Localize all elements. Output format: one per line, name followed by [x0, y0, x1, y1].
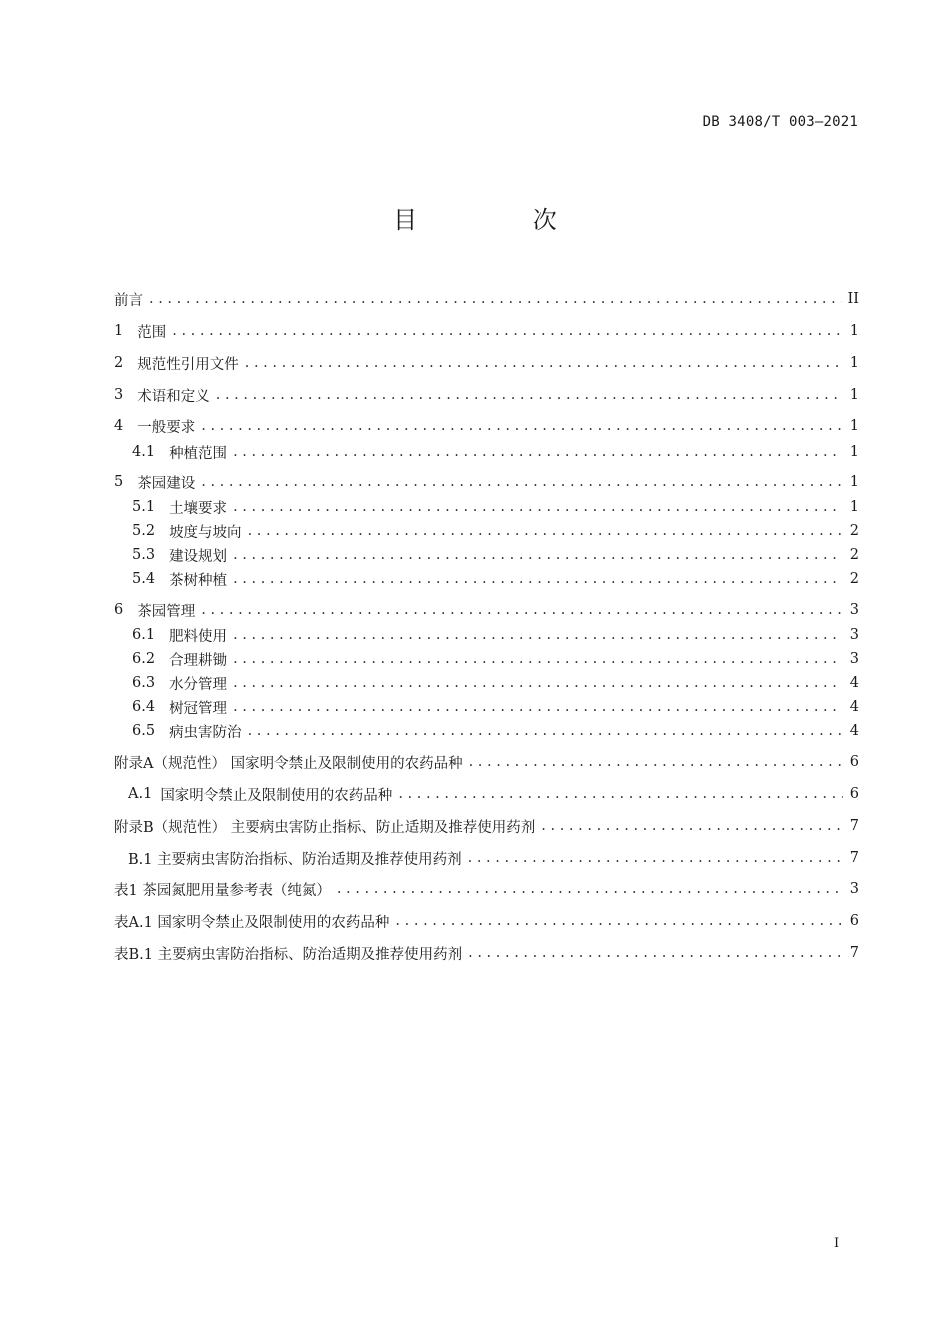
toc-entry-page: 4: [849, 723, 859, 739]
toc-leader: [216, 383, 843, 407]
toc-entry-appendix-b[interactable]: [114, 814, 859, 838]
toc-entry-label: 附录B（规范性） 主要病虫害防止指标、防止适期及推荐使用药剂: [114, 819, 536, 836]
toc-entry-5-1[interactable]: [114, 495, 859, 519]
toc-leader: [248, 719, 843, 743]
toc-entry-page: 1: [849, 444, 859, 460]
toc-entry-label: 表A.1 国家明令禁止及限制使用的农药品种: [114, 914, 390, 931]
toc-entry-number: 2: [114, 355, 124, 371]
toc-entry-label: 茶园建设: [137, 475, 196, 492]
toc-entry-6-5[interactable]: [114, 719, 859, 743]
toc-entry-6-3[interactable]: [114, 671, 859, 695]
toc-entry-label: 肥料使用: [169, 628, 228, 645]
toc-title: 目 次: [393, 206, 611, 234]
document-code: DB 3408/T 003—2021: [702, 114, 858, 130]
toc-entry-label: 规范性引用文件: [137, 356, 239, 373]
toc-entry-appendix-a[interactable]: [114, 750, 859, 774]
toc-entry-page: 3: [849, 602, 859, 618]
toc-entry-label: 国家明令禁止及限制使用的农药品种: [160, 787, 393, 804]
toc-entry-page: 1: [849, 387, 859, 403]
toc-leader: [233, 495, 843, 519]
toc-entry-a-1[interactable]: [114, 782, 859, 806]
toc-entry-page: 1: [849, 355, 859, 371]
toc-entry-label: 术语和定义: [137, 388, 210, 405]
toc-entry-4[interactable]: [114, 414, 859, 438]
toc-entry-page: 6: [849, 754, 859, 770]
toc-entry-label: 一般要求: [137, 419, 196, 436]
toc-entry-6-2[interactable]: [114, 647, 859, 671]
toc-entry-label: 合理耕锄: [169, 652, 228, 669]
toc-entry-number: 6.5: [132, 723, 156, 739]
toc-leader: [201, 414, 843, 438]
toc-entry-5-4[interactable]: [114, 567, 859, 591]
toc-leader: [233, 695, 843, 719]
toc-leader: [233, 623, 843, 647]
toc-entry-6-4[interactable]: [114, 695, 859, 719]
toc-leader: [337, 877, 843, 901]
toc-entry-label: 前言: [114, 292, 143, 309]
toc-leader: [469, 750, 843, 774]
toc-entry-5-2[interactable]: [114, 519, 859, 543]
toc-entry-1[interactable]: [114, 319, 859, 343]
toc-entry-number: 6.2: [132, 651, 156, 667]
toc-entry-page: 1: [849, 499, 859, 515]
toc-entry-page: 1: [849, 418, 859, 434]
toc-entry-label: 坡度与坡向: [169, 524, 242, 541]
toc-entry-table-1[interactable]: [114, 877, 859, 901]
toc-entry-number: A.1: [128, 786, 153, 802]
toc-entry-number: 4.1: [132, 444, 156, 460]
toc-entry-page: 7: [849, 818, 859, 834]
toc-leader: [233, 671, 843, 695]
toc-entry-2[interactable]: [114, 351, 859, 375]
toc-leader: [468, 846, 843, 870]
toc-leader: [233, 647, 843, 671]
toc-entry-label: B.1 主要病虫害防治指标、防治适期及推荐使用药剂: [128, 851, 462, 868]
toc-leader: [233, 543, 843, 567]
toc-entry-page: 2: [849, 571, 859, 587]
toc-entry-number: 5.1: [132, 499, 156, 515]
toc-entry-number: 6.4: [132, 699, 156, 715]
toc-entry-label: 建设规划: [169, 548, 228, 565]
toc-leader: [468, 941, 843, 965]
toc-entry-6-1[interactable]: [114, 623, 859, 647]
toc-entry-page: 3: [849, 651, 859, 667]
toc-entry-number: 6.1: [132, 627, 156, 643]
toc-entry-page: II: [847, 291, 859, 307]
toc-entry-label: 种植范围: [169, 445, 228, 462]
toc-entry-table-a-1[interactable]: [114, 909, 859, 933]
toc-entry-number: 4: [114, 418, 124, 434]
toc-entry-label: 附录A（规范性） 国家明令禁止及限制使用的农药品种: [114, 755, 463, 772]
toc-leader: [248, 519, 843, 543]
toc-entry-page: 3: [849, 881, 859, 897]
toc-entry-page: 3: [849, 627, 859, 643]
toc-leader: [541, 814, 843, 838]
toc-entry-page: 4: [849, 675, 859, 691]
toc-entry-label: 表1 茶园氮肥用量参考表（纯氮）: [114, 882, 331, 899]
toc-entry-number: 3: [114, 387, 124, 403]
toc-entry-page: 7: [849, 850, 859, 866]
toc-entry-page: 1: [849, 323, 859, 339]
toc-leader: [395, 909, 843, 933]
toc-leader: [149, 287, 842, 311]
toc-leader: [233, 440, 843, 464]
toc-entry-label: 范围: [137, 324, 167, 341]
toc-entry-page: 2: [849, 523, 859, 539]
toc-entry-label: 水分管理: [169, 676, 228, 693]
toc-leader: [201, 598, 843, 622]
toc-entry-table-b-1[interactable]: [114, 941, 859, 965]
toc-entry-number: 6.3: [132, 675, 156, 691]
toc-entry-number: 5.4: [132, 571, 156, 587]
toc-entry-4-1[interactable]: [114, 440, 859, 464]
toc-entry-number: 6: [114, 602, 124, 618]
page-number: I: [834, 1236, 840, 1251]
toc-leader: [245, 351, 843, 375]
toc-entry-number: 5.3: [132, 547, 156, 563]
toc-entry-number: 5: [114, 474, 124, 490]
toc-entry-5[interactable]: [114, 470, 859, 494]
toc-entry-page: 6: [849, 913, 859, 929]
toc-entry-page: 4: [849, 699, 859, 715]
toc-entry-5-3[interactable]: [114, 543, 859, 567]
toc-entry-3[interactable]: [114, 383, 859, 407]
toc-leader: [172, 319, 843, 343]
toc-entry-label: 土壤要求: [169, 500, 228, 517]
toc-leader: [201, 470, 843, 494]
toc-entry-label: 树冠管理: [169, 700, 228, 717]
toc-entry-label: 茶树种植: [169, 572, 228, 589]
toc-leader: [233, 567, 843, 591]
toc-entry-6[interactable]: [114, 598, 859, 622]
toc-entry-page: 7: [849, 945, 859, 961]
toc-entry-label: 病虫害防治: [169, 724, 242, 741]
toc-entry-page: 6: [849, 786, 859, 802]
toc-entry-foreword[interactable]: [114, 287, 859, 311]
toc-entry-number: 1: [114, 323, 124, 339]
toc-entry-page: 1: [849, 474, 859, 490]
toc-entry-b-1[interactable]: [114, 846, 859, 870]
toc-entry-number: 5.2: [132, 523, 156, 539]
toc-leader: [398, 782, 843, 806]
toc-entry-label: 表B.1 主要病虫害防治指标、防治适期及推荐使用药剂: [114, 946, 463, 963]
toc-entry-page: 2: [849, 547, 859, 563]
toc-entry-label: 茶园管理: [137, 603, 196, 620]
